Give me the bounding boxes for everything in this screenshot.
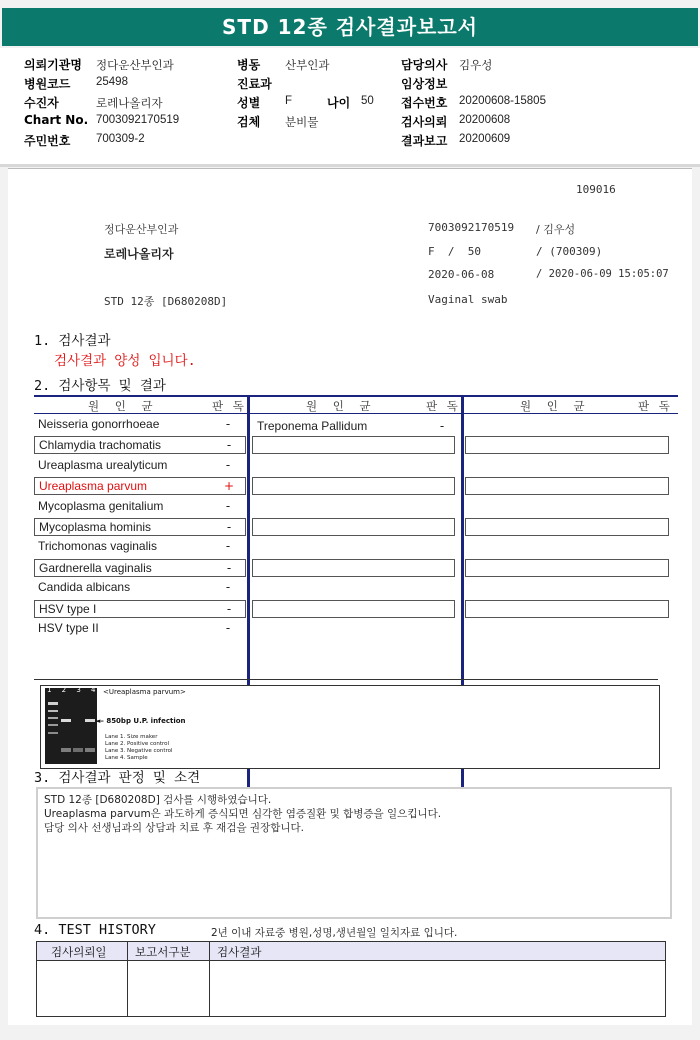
col-res-header-3: 판 독 <box>638 399 673 413</box>
empty-result-box <box>465 518 669 536</box>
report-date-value: 20200609 <box>459 133 511 145</box>
organism-row <box>34 559 246 577</box>
section1-title: 1. 검사결과 <box>34 333 111 349</box>
report-body <box>8 168 692 1025</box>
organism-result: - <box>226 601 232 616</box>
col-divider-1 <box>247 396 250 844</box>
ward-label: 병동 <box>237 58 261 72</box>
organism-row <box>34 538 246 556</box>
clinical-label: 임상정보 <box>401 77 448 91</box>
empty-result-box <box>465 600 669 618</box>
age-value: 50 <box>361 95 374 107</box>
gel-figure <box>40 685 660 769</box>
findings-line: 담당 의사 선생님과의 상담과 치료 후 재검을 권장합니다. <box>44 822 304 834</box>
organism-row <box>34 477 246 495</box>
organism-result: - <box>225 498 231 513</box>
col-org-header-2: 원 인 균 <box>306 399 377 413</box>
dept-label: 진료과 <box>237 77 272 91</box>
report-number: 109016 <box>576 183 616 196</box>
organism-row <box>34 600 246 618</box>
patient-label: 수진자 <box>24 96 59 110</box>
gel-legend-line: Lane 3. Negative control <box>105 748 173 754</box>
report-sex-age: F / 50 <box>428 245 481 258</box>
organism-name: Gardnerella vaginalis <box>39 560 152 575</box>
hospital-value: 정다운산부인과 <box>96 60 174 72</box>
gel-lane-numbers: 1 2 3 4 <box>47 686 100 694</box>
accession-value: 20200608-15805 <box>459 95 546 107</box>
organism-result: - <box>226 560 232 575</box>
report-datetime: / 2020-06-09 15:05:07 <box>536 268 669 280</box>
organism-result: - <box>225 539 231 554</box>
report-patient: 로레나올리자 <box>104 247 174 261</box>
col-res-header: 판 독 <box>212 399 247 413</box>
report-specimen: Vaginal swab <box>428 293 508 306</box>
organism-name: Mycoplasma genitalium <box>38 498 164 513</box>
section4-title: 4. TEST HISTORY <box>34 922 156 938</box>
history-col-result: 검사결과 <box>217 945 262 959</box>
request-value: 20200608 <box>459 114 511 126</box>
id-label: 주민번호 <box>24 134 71 148</box>
organism-result: - <box>225 457 231 472</box>
organism-result: - <box>225 580 231 595</box>
patient-value: 로레나올리자 <box>96 98 163 110</box>
res-treponema: - <box>439 419 445 433</box>
doctor-label: 담당의사 <box>401 58 448 72</box>
ward-value: 산부인과 <box>285 60 330 72</box>
organism-result: - <box>225 417 231 431</box>
organism-row <box>34 498 246 516</box>
report-title: STD 12종 검사결과보고서 <box>2 8 698 46</box>
id-value: 700309-2 <box>96 133 145 145</box>
organism-name: HSV type I <box>39 601 97 616</box>
gel-top-line <box>34 679 658 680</box>
sex-label: 성별 <box>237 96 261 110</box>
empty-result-box <box>465 559 669 577</box>
findings-box <box>36 787 672 919</box>
report-chart: 7003092170519 <box>428 221 515 234</box>
chart-label: Chart No. <box>24 113 89 127</box>
empty-result-box <box>252 559 455 577</box>
history-divider-1 <box>127 942 128 1016</box>
organism-name: Candida albicans <box>38 580 131 595</box>
gel-legend <box>105 734 173 762</box>
empty-result-box <box>252 518 455 536</box>
col-res-header-2: 판 독 <box>426 399 461 413</box>
report-hospital: 정다운산부인과 <box>104 223 179 236</box>
header-info <box>0 48 700 164</box>
organism-row <box>34 416 246 434</box>
organism-name: Trichomonas vaginalis <box>38 539 157 554</box>
report-doctor: / 김우성 <box>536 223 576 236</box>
sex-value: F <box>285 95 293 107</box>
hospital-label: 의뢰기관명 <box>24 58 82 72</box>
organism-name: Ureaplasma urealyticum <box>38 457 168 472</box>
empty-result-box <box>465 436 669 454</box>
gel-title: <Ureaplasma parvum> <box>103 688 186 696</box>
col-org-header-3: 원 인 균 <box>520 399 591 413</box>
organism-result: - <box>225 621 231 635</box>
doctor-value: 김우성 <box>459 60 493 72</box>
organism-result: + <box>223 479 235 494</box>
specimen-label: 검체 <box>237 115 261 129</box>
history-col-date: 검사의뢰일 <box>51 945 107 959</box>
positive-result: 검사결과 양성 입니다. <box>54 353 196 369</box>
gel-legend-line: Lane 2. Positive control <box>105 741 170 747</box>
empty-result-box <box>465 477 669 495</box>
organism-row <box>34 436 246 454</box>
findings-line: Ureaplasma parvum은 과도하게 증식되면 심각한 염증질환 및 합병증을 일으킵니다. <box>44 808 442 820</box>
findings-line: STD 12종 [D680208D] 검사를 시행하였습니다. <box>44 794 272 806</box>
code-label: 병원코드 <box>24 77 71 91</box>
gel-legend-line: Lane 1. Size maker <box>105 734 158 740</box>
accession-label: 접수번호 <box>401 96 448 110</box>
organism-result: - <box>226 438 232 453</box>
gel-legend-line: Lane 4. Sample <box>105 755 148 761</box>
organism-name: Neisseria gonorrhoeae <box>38 417 160 431</box>
organism-row <box>34 620 246 638</box>
organism-name: Ureaplasma parvum <box>39 479 148 494</box>
organism-name: HSV type II <box>38 621 99 635</box>
organism-name: Chlamydia trachomatis <box>39 438 162 453</box>
history-col-type: 보고서구분 <box>135 945 191 959</box>
org-treponema: Treponema Pallidum <box>257 419 368 433</box>
empty-result-box <box>252 477 455 495</box>
table-top-line <box>34 395 678 397</box>
section2-title: 2. 검사항목 및 결과 <box>34 378 166 394</box>
gel-image <box>45 688 97 764</box>
empty-result-box <box>252 436 455 454</box>
specimen-value: 분비물 <box>285 117 319 129</box>
header-separator <box>0 164 700 167</box>
code-value: 25498 <box>96 76 128 88</box>
history-header-row <box>37 942 665 961</box>
organism-result: - <box>226 520 232 534</box>
report-test-name: STD 12종 [D680208D] <box>104 295 228 308</box>
organism-row <box>34 457 246 475</box>
history-divider-2 <box>209 942 210 1016</box>
organism-row <box>34 579 246 597</box>
chart-value: 7003092170519 <box>96 114 180 126</box>
report-date: 2020-06-08 <box>428 268 495 281</box>
report-date-label: 결과보고 <box>401 134 448 148</box>
age-label: 나이 <box>327 96 351 110</box>
history-note: 2년 이내 자료중 병원,성명,생년월일 일치자료 입니다. <box>211 927 458 939</box>
findings-text <box>44 793 441 835</box>
gel-arrow-label: ◄– 850bp U.P. infection <box>95 717 186 725</box>
empty-result-box <box>252 600 455 618</box>
section3-title: 3. 검사결과 판정 및 소견 <box>34 770 201 786</box>
request-label: 검사의뢰 <box>401 115 448 129</box>
report-birth: / (700309) <box>536 245 603 258</box>
organism-row <box>34 518 246 536</box>
history-table <box>36 941 666 1017</box>
col-org-header: 원 인 균 <box>88 399 159 413</box>
col-divider-2 <box>461 396 464 844</box>
organism-name: Mycoplasma hominis <box>39 520 152 534</box>
